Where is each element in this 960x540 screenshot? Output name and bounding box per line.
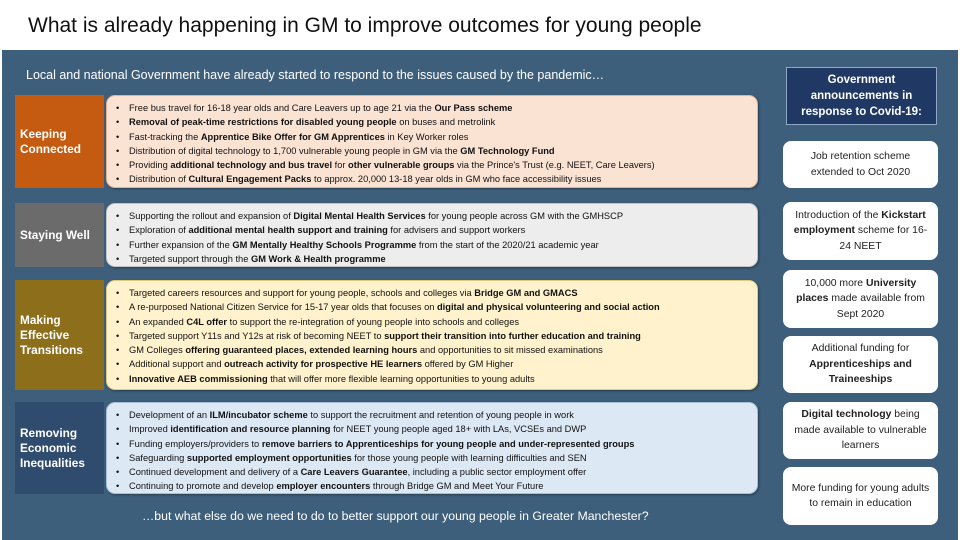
making-effective-transitions-box: [106, 280, 758, 390]
row-label-making-effective-transitions: Making Effective Transitions: [15, 280, 104, 390]
text-segment: Targeted support through the: [129, 253, 251, 264]
text-segment: Continued development and delivery of a: [129, 467, 301, 478]
emphasis-text: GM Work & Health programme: [250, 253, 386, 264]
bullet-item: [115, 479, 749, 493]
bullet-item: [115, 300, 749, 314]
text-segment: in Key Worker roles: [384, 131, 469, 142]
keeping-connected-box: [106, 95, 758, 188]
emphasis-text: remove barriers to Apprenticeships for young people and under-represented groups: [261, 438, 635, 449]
gov-announcement-kickstart: [783, 202, 938, 260]
making-effective-transitions-list: [115, 286, 749, 386]
text-segment: , including a public sector employment offer: [407, 467, 587, 478]
text-segment: 10,000 more: [804, 277, 866, 289]
gov-announcement-digital-technology: [783, 402, 938, 459]
text-segment: through Bridge GM and Meet Your Future: [370, 481, 544, 492]
announcement-text: [789, 149, 932, 180]
text-segment: Providing: [129, 160, 171, 171]
emphasis-text: digital and physical volunteering and social action: [437, 302, 660, 313]
row-label-staying-well: Staying Well: [15, 203, 104, 267]
text-segment: Introduction of the: [795, 209, 882, 221]
text-segment: for advisers and support workers: [387, 225, 526, 236]
text-segment: via the Prince's Trust (e.g. NEET, Care Leavers): [454, 160, 655, 171]
removing-economic-inequalities-list: [115, 408, 749, 494]
bullet-item: [115, 357, 749, 371]
bullet-item: [115, 238, 749, 252]
bullet-item: [115, 437, 749, 451]
text-segment: Safeguarding: [129, 452, 187, 463]
text-segment: Distribution of: [129, 174, 189, 185]
bullet-item: [115, 144, 749, 158]
removing-economic-inequalities-box: [106, 402, 758, 494]
announcement-text: [789, 481, 932, 512]
text-segment: An expanded: [129, 316, 187, 327]
text-segment: and opportunities to sit missed examinations: [417, 345, 603, 356]
text-segment: Funding employers/providers to: [129, 438, 262, 449]
emphasis-text: University places: [796, 277, 917, 305]
emphasis-text: Innovative AEB commissioning: [129, 373, 268, 384]
text-segment: Supporting the rollout and expansion of: [129, 211, 294, 221]
text-segment: Free bus travel for 16-18 year olds and Care Leavers up to age 21 via the: [129, 103, 435, 113]
emphasis-text: additional technology and bus travel: [170, 160, 333, 171]
bullet-item: [115, 223, 749, 237]
text-segment: More funding for young adults to remain in education: [791, 482, 930, 509]
text-segment: that will offer more flexible learning opportunities to young adults: [267, 373, 535, 384]
emphasis-text: Removal of peak-time restrictions for disabled young people: [129, 117, 397, 128]
government-announcements-header: Government announcements in response to Covid-19:: [786, 67, 937, 125]
keeping-connected-list: [115, 101, 749, 187]
text-segment: Additional support and: [129, 359, 225, 370]
text-segment: for those young people with learning difficulties and SEN: [351, 452, 587, 463]
text-segment: Targeted careers resources and support for young people, schools and colleges via: [129, 288, 475, 298]
emphasis-text: Digital Mental Health Services: [293, 211, 426, 221]
row-label-keeping-connected: Keeping Connected: [15, 95, 104, 188]
emphasis-text: Digital technology: [801, 409, 892, 421]
text-segment: being made available to vulnerable learners: [794, 409, 927, 452]
text-segment: Continuing to promote and develop: [129, 481, 277, 492]
bullet-item: [115, 343, 749, 357]
gov-announcement-education-funding: [783, 467, 938, 525]
text-segment: for: [332, 160, 349, 171]
bullet-item: [115, 315, 749, 329]
text-segment: Targeted support Y11s and Y12s at risk of becoming NEET to: [129, 330, 385, 341]
announcement-text: [789, 276, 932, 323]
emphasis-text: Apprenticeships and Traineeships: [809, 358, 912, 386]
bullet-item: [115, 286, 749, 300]
announcement-text: [789, 407, 932, 454]
text-segment: on buses and metrolink: [396, 117, 496, 128]
row-label-removing-economic-inequalities: Removing Economic Inequalities: [15, 402, 104, 494]
bullet-item: [115, 372, 749, 386]
emphasis-text: Kickstart employment: [793, 209, 926, 237]
emphasis-text: support their transition into further education and training: [384, 330, 641, 341]
text-segment: GM Colleges: [129, 345, 186, 356]
text-segment: offered by GM Higher: [422, 359, 514, 370]
bullet-item: [115, 172, 749, 186]
emphasis-text: supported employment opportunities: [186, 452, 352, 463]
bullet-item: [115, 451, 749, 465]
emphasis-text: outreach activity for prospective HE learners: [224, 359, 422, 370]
emphasis-text: C4L offer: [186, 316, 228, 327]
text-segment: Development of an: [129, 410, 210, 420]
text-segment: for NEET young people aged 18+ with LAs, VCSEs and DWP: [330, 424, 587, 435]
announcement-text: [789, 341, 932, 388]
staying-well-box: [106, 203, 758, 267]
text-segment: Exploration of: [129, 225, 189, 236]
text-segment: Additional funding for: [811, 343, 910, 355]
bullet-item: [115, 329, 749, 343]
emphasis-text: Bridge GM and GMACS: [474, 288, 578, 298]
emphasis-text: offering guaranteed places, extended learning hours: [185, 345, 418, 356]
emphasis-text: ILM/incubator scheme: [209, 410, 308, 420]
text-segment: made available from Sept 2020: [828, 293, 925, 320]
bullet-item: [115, 465, 749, 479]
emphasis-text: GM Mentally Healthy Schools Programme: [232, 239, 417, 250]
bullet-item: [115, 158, 749, 172]
bullet-item: [115, 130, 749, 144]
text-segment: scheme for 16-24 NEET: [839, 225, 928, 252]
text-segment: Distribution of digital technology to 1,700 vulnerable young people in GM via the: [129, 145, 461, 156]
text-segment: Job retention scheme extended to Oct 2020: [810, 151, 911, 178]
emphasis-text: Cultural Engagement Packs: [188, 174, 312, 185]
gov-announcement-job-retention: [783, 141, 938, 188]
bullet-item: [115, 115, 749, 129]
panel-subtitle: Local and national Government have already started to respond to the issues caused by the pandemic…: [26, 68, 605, 82]
bullet-item: [115, 252, 749, 266]
page-title: What is already happening in GM to improve outcomes for young people: [28, 14, 702, 37]
text-segment: to approx. 20,000 13-18 year olds in GM who face accessibility issues: [311, 174, 602, 185]
bullet-item: [115, 422, 749, 436]
emphasis-text: other vulnerable groups: [348, 160, 455, 171]
text-segment: from the start of the 2020/21 academic year: [416, 239, 599, 250]
text-segment: Fast-tracking the: [129, 131, 201, 142]
announcement-text: [789, 208, 932, 255]
emphasis-text: Care Leavers Guarantee: [300, 467, 408, 478]
text-segment: for young people across GM with the GMHSCP: [425, 211, 624, 221]
text-segment: A re-purposed National Citizen Service for 15-17 year olds that focuses on: [129, 302, 437, 313]
text-segment: Further expansion of the: [129, 239, 233, 250]
emphasis-text: employer encounters: [276, 481, 371, 492]
emphasis-text: Apprentice Bike Offer for GM Apprentices: [200, 131, 385, 142]
gov-announcement-apprenticeships: [783, 336, 938, 393]
emphasis-text: GM Technology Fund: [460, 145, 555, 156]
emphasis-text: identification and resource planning: [170, 424, 331, 435]
text-segment: to support the recruitment and retention of young people in work: [307, 410, 574, 420]
emphasis-text: additional mental health support and training: [188, 225, 388, 236]
closing-question: …but what else do we need to do to better support our young people in Greater Manchester?: [142, 509, 649, 523]
text-segment: Improved: [129, 424, 171, 435]
text-segment: to support the re-integration of young people into schools and colleges: [227, 316, 520, 327]
emphasis-text: Our Pass scheme: [434, 103, 513, 113]
bullet-item: [115, 209, 749, 223]
bullet-item: [115, 408, 749, 422]
bullet-item: [115, 101, 749, 115]
staying-well-list: [115, 209, 749, 266]
gov-announcement-university-places: [783, 270, 938, 328]
